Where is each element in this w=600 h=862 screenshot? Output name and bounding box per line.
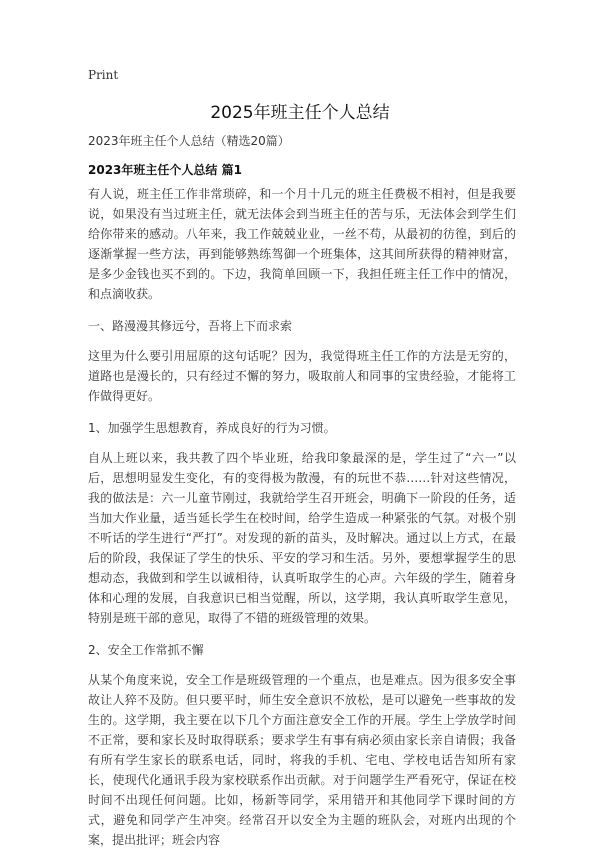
paragraph-item-one: 自从上班以来，我共教了四个毕业班，给我印象最深的是，学生过了“六一”以后，思想明显发生变化，有的变得极为散漫，有的玩世不恭……针对这些情况，我的做法是：六一儿童节刚过，我就给学生召开班会，明确下一阶段的任务，适当加大作业量，适当延长学生在校时间，给学生造成一种紧张的气氛。对极个别不听话的学生进行“严打”。对发现的新的苗头，及时解决。通过以上方式，在最后的阶段，我保证了学生的快乐、平安的学习和生活。另外，要想掌握学生的思想动态，我做到和学生以诚相待，认真听取学生的心声。六年级的学生，随着身体和心理的发展，自我意识已相当觉醒，所以，这学期，我认真听取学生意见，特别是班干部的意见，取得了不错的班级管理的效果。 — [88, 451, 516, 625]
page-title: 2025年班主任个人总结 — [210, 103, 390, 123]
subheading-item-one: 1、加强学生思想教育，养成良好的行为习惯。 — [88, 421, 336, 435]
document-subtitle: 2023年班主任个人总结（精选20篇） — [88, 134, 290, 148]
paragraph-item-two: 从某个角度来说，安全工作是班级管理的一个重点，也是难点。因为很多安全事故让人猝不及防。但只要平时，师生安全意识不放松，是可以避免一些事故的发生的。这学期，我主要在以下几个方面注意安全工作的开展。学生上学放学时间不正常，要和家长及时取得联系；要求学生有事有病必须由家长亲自请假；我备有所有学生家长的联系电话，同时，将我的手机、宅电、学校电话告知所有家长，使现代化通讯手段为家校联系作出贡献。对于问题学生严看死守，保证在校时间不出现任何问题。比如，杨新等同学，采用错开和其他同学下课时间的方式，避免和同学产生冲突。经常召开以安全为主题的班队会，对班内出现的个案，提出批评；班会内容 — [88, 673, 516, 847]
print-label[interactable]: Print — [88, 68, 119, 82]
subheading-item-two: 2、安全工作常抓不懈 — [88, 643, 204, 657]
subheading-part-one: 一、路漫漫其修远兮，吾将上下而求索 — [88, 319, 293, 333]
paragraph-part-one: 这里为什么要引用屈原的这句话呢？因为，我觉得班主任工作的方法是无穷的，道路也是漫长的，只有经过不懈的努力，吸取前人和同事的宝贵经验，才能将工作做得更好。 — [88, 349, 516, 403]
section-heading: 2023年班主任个人总结 篇1 — [88, 163, 242, 177]
paragraph-intro: 有人说，班主任工作非常琐碎，和一个月十几元的班主任费极不相衬，但是我要说，如果没有当过班主任，就无法体会到当班主任的苦与乐，无法体会到学生们给你带来的感动。八年来，我工作兢兢业业，一丝不苟，从最初的彷徨，到后的逐渐掌握一些方法，再到能够熟练驾御一个班集体，这其间所获得的精神财富，是多少金钱也买不到的。下边，我简单回顾一下，我担任班主任工作中的情况，和点滴收获。 — [88, 187, 516, 301]
document-body — [88, 184, 516, 862]
